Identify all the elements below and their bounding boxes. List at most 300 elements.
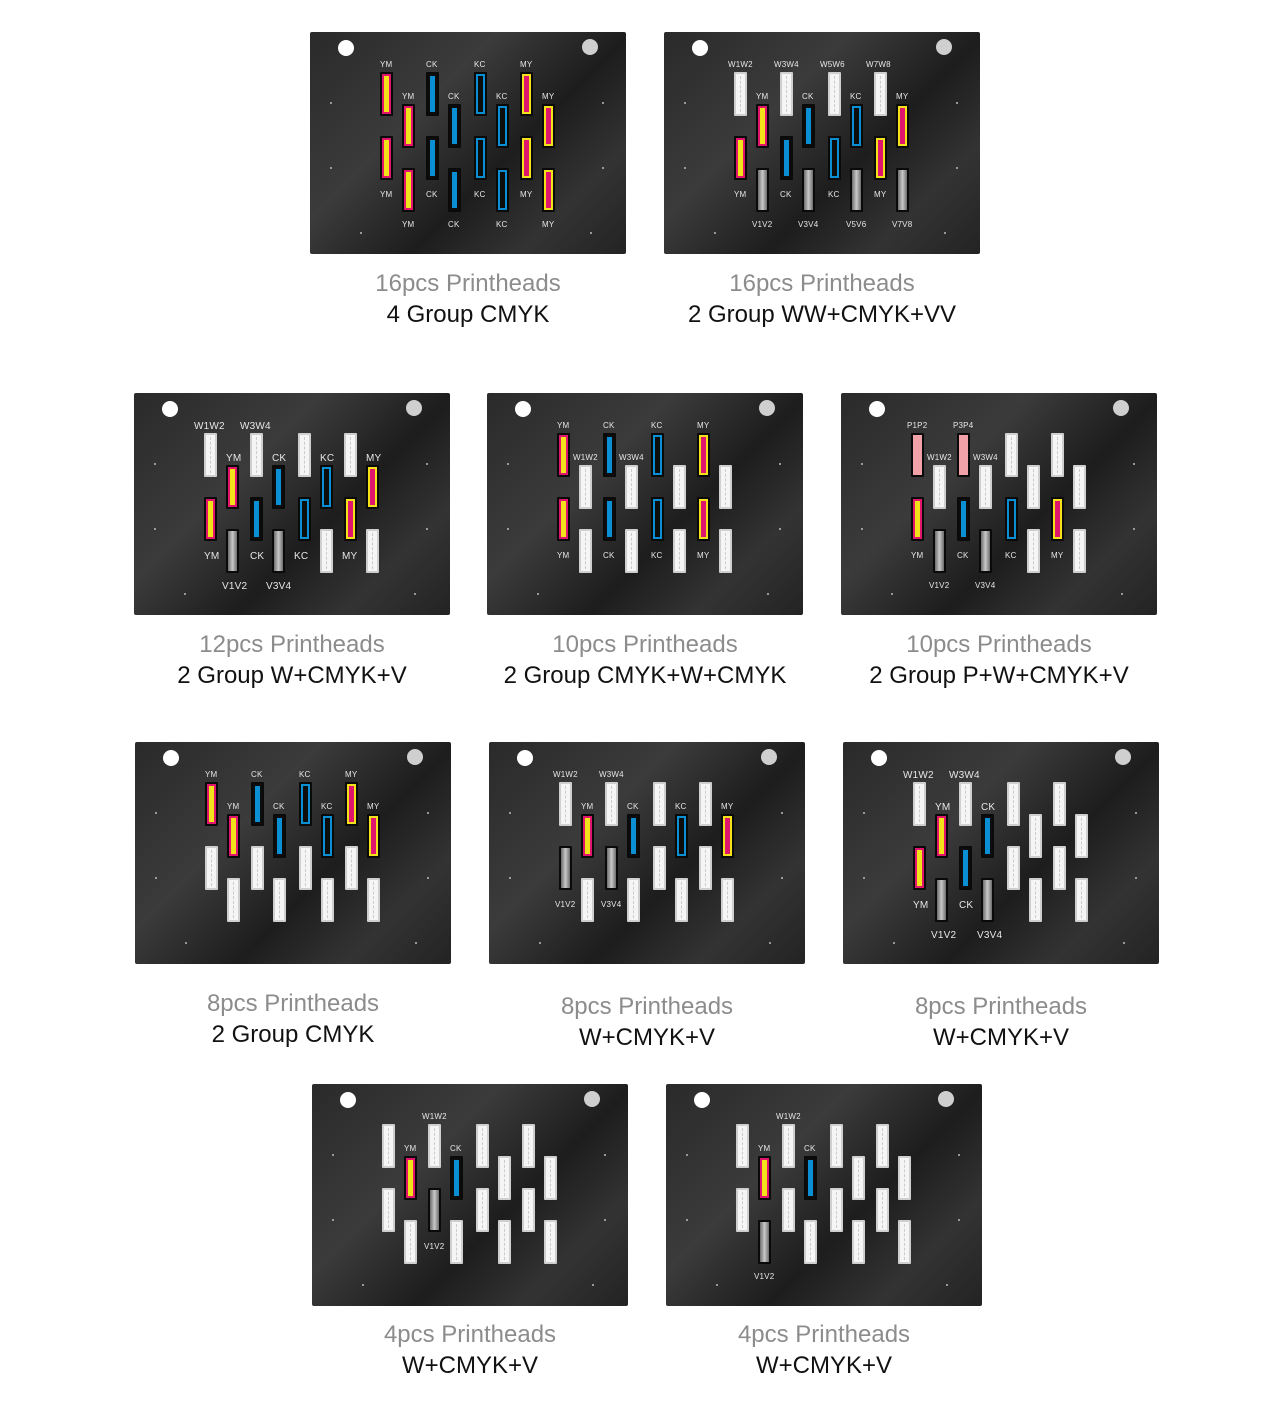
printhead — [804, 1220, 817, 1264]
printhead-count-label: 16pcs Printheads — [375, 270, 561, 297]
head-label: W1W2 — [927, 453, 952, 462]
head-label: V1V2 — [752, 220, 773, 229]
printhead — [782, 1124, 795, 1168]
head-label: V1V2 — [931, 930, 957, 941]
head-plate-image — [666, 1084, 982, 1306]
printhead — [736, 1124, 749, 1168]
head-plate-image — [310, 32, 626, 254]
printhead — [651, 497, 664, 541]
group-config-label: 2 Group W+CMYK+V — [177, 662, 407, 689]
mount-hole — [1113, 400, 1129, 416]
printhead — [542, 104, 555, 148]
screw-dot — [507, 528, 509, 530]
screw-dot — [155, 877, 157, 879]
printhead — [1027, 529, 1040, 573]
head-label: YM — [581, 802, 594, 811]
screw-dot — [714, 232, 716, 234]
screw-dot — [779, 463, 781, 465]
printhead — [226, 529, 239, 573]
printhead — [298, 433, 311, 477]
printhead — [1075, 814, 1088, 858]
printhead — [428, 1124, 441, 1168]
head-plate-image — [135, 742, 451, 964]
printhead — [344, 497, 357, 541]
printhead — [981, 814, 994, 858]
mount-hole — [869, 401, 885, 417]
head-label: P1P2 — [907, 421, 928, 430]
screw-dot — [1121, 593, 1123, 595]
head-plate-image — [134, 393, 450, 615]
group-config-label: 2 Group WW+CMYK+VV — [687, 301, 957, 328]
printhead — [380, 136, 393, 180]
printhead-count-label: 8pcs Printheads — [560, 993, 734, 1020]
printhead — [780, 136, 793, 180]
screw-dot — [185, 942, 187, 944]
screw-dot — [507, 463, 509, 465]
printhead — [298, 497, 311, 541]
head-label: CK — [603, 421, 615, 430]
printhead — [828, 72, 841, 116]
printhead — [876, 1188, 889, 1232]
screw-dot — [509, 877, 511, 879]
printhead — [581, 814, 594, 858]
printhead — [719, 529, 732, 573]
head-label: CK — [272, 453, 287, 464]
mount-hole — [761, 749, 777, 765]
printhead — [896, 168, 909, 212]
head-label: YM — [204, 551, 220, 562]
printhead — [935, 814, 948, 858]
printhead — [653, 846, 666, 890]
printhead — [498, 1220, 511, 1264]
screw-dot — [861, 463, 863, 465]
head-label: CK — [780, 190, 792, 199]
group-config-label: 2 Group P+W+CMYK+V — [869, 662, 1129, 689]
head-label: YM — [557, 421, 570, 430]
printhead — [226, 465, 239, 509]
head-label: V3V4 — [977, 930, 1003, 941]
printhead — [522, 1188, 535, 1232]
head-label: YM — [734, 190, 747, 199]
screw-dot — [602, 102, 604, 104]
printhead — [697, 497, 710, 541]
printhead — [559, 846, 572, 890]
printhead-count-label: 4pcs Printheads — [383, 1321, 557, 1348]
screw-dot — [781, 877, 783, 879]
printhead — [557, 433, 570, 477]
head-label: MY — [366, 453, 382, 464]
printhead — [402, 104, 415, 148]
printhead — [896, 104, 909, 148]
configuration-panel — [664, 32, 980, 346]
screw-dot — [769, 942, 771, 944]
head-label: MY — [520, 60, 533, 69]
head-label: MY — [721, 802, 734, 811]
head-plate-image — [843, 742, 1159, 964]
mount-hole — [692, 40, 708, 56]
printhead — [913, 782, 926, 826]
head-label: KC — [828, 190, 840, 199]
screw-dot — [362, 1284, 364, 1286]
screw-dot — [686, 1219, 688, 1221]
printhead — [1027, 465, 1040, 509]
printhead — [911, 497, 924, 541]
screw-dot — [956, 102, 958, 104]
printhead — [544, 1220, 557, 1264]
printhead — [522, 1124, 535, 1168]
head-label: KC — [850, 92, 862, 101]
screw-dot — [684, 167, 686, 169]
printhead — [627, 878, 640, 922]
printhead — [321, 878, 334, 922]
head-label: W3W4 — [949, 770, 980, 781]
screw-dot — [332, 1219, 334, 1221]
group-config-label: W+CMYK+V — [401, 1352, 539, 1379]
printhead — [627, 814, 640, 858]
screw-dot — [946, 1284, 948, 1286]
mount-hole — [584, 1091, 600, 1107]
printhead — [1053, 846, 1066, 890]
printhead-count-label: 4pcs Printheads — [737, 1321, 911, 1348]
head-label: MY — [896, 92, 909, 101]
printhead — [782, 1188, 795, 1232]
mount-hole — [340, 1092, 356, 1108]
printhead — [979, 529, 992, 573]
head-label: CK — [250, 551, 265, 562]
head-label: CK — [627, 802, 639, 811]
screw-dot — [1133, 528, 1135, 530]
group-config-label: W+CMYK+V — [578, 1024, 716, 1051]
head-label: KC — [320, 453, 335, 464]
printhead — [830, 1188, 843, 1232]
configuration-panel — [312, 1084, 628, 1397]
printhead — [367, 814, 380, 858]
head-label: YM — [227, 802, 240, 811]
printhead — [675, 878, 688, 922]
printhead — [1007, 846, 1020, 890]
printhead — [874, 136, 887, 180]
printhead — [251, 846, 264, 890]
printhead — [1005, 497, 1018, 541]
printhead — [404, 1156, 417, 1200]
head-label: W1W2 — [728, 60, 753, 69]
printhead — [828, 136, 841, 180]
head-label: KC — [294, 551, 309, 562]
printhead — [625, 529, 638, 573]
head-label: W1W2 — [776, 1112, 801, 1121]
screw-dot — [360, 232, 362, 234]
head-label: CK — [273, 802, 285, 811]
screw-dot — [958, 1154, 960, 1156]
printhead — [603, 497, 616, 541]
mount-hole — [338, 40, 354, 56]
head-label: W3W4 — [973, 453, 998, 462]
printhead — [402, 168, 415, 212]
mount-hole — [938, 1091, 954, 1107]
configuration-panel — [487, 393, 803, 707]
printhead — [699, 782, 712, 826]
head-label: W7W8 — [866, 60, 891, 69]
printhead-count-label: 8pcs Printheads — [914, 993, 1088, 1020]
screw-dot — [767, 593, 769, 595]
printhead — [734, 72, 747, 116]
screw-dot — [509, 812, 511, 814]
head-label: KC — [651, 421, 663, 430]
head-label: KC — [474, 60, 486, 69]
printhead — [758, 1156, 771, 1200]
printhead — [557, 497, 570, 541]
mount-hole — [406, 400, 422, 416]
screw-dot — [779, 528, 781, 530]
head-label: V1V2 — [222, 581, 248, 592]
head-label: YM — [404, 1144, 417, 1153]
printhead — [559, 782, 572, 826]
head-label: YM — [380, 190, 393, 199]
screw-dot — [330, 102, 332, 104]
head-label: YM — [402, 92, 415, 101]
printhead — [1073, 465, 1086, 509]
mount-hole — [582, 39, 598, 55]
mount-hole — [1115, 749, 1131, 765]
head-label: CK — [603, 551, 615, 560]
screw-dot — [590, 232, 592, 234]
mount-hole — [517, 750, 533, 766]
screw-dot — [602, 167, 604, 169]
head-label: YM — [226, 453, 242, 464]
head-label: CK — [959, 900, 974, 911]
group-config-label: W+CMYK+V — [932, 1024, 1070, 1051]
printhead — [450, 1156, 463, 1200]
printhead — [699, 846, 712, 890]
head-plate-image — [312, 1084, 628, 1306]
screw-dot — [414, 593, 416, 595]
head-label: V3V4 — [601, 900, 622, 909]
screw-dot — [893, 942, 895, 944]
printhead — [625, 465, 638, 509]
head-label: CK — [957, 551, 969, 560]
printhead — [981, 878, 994, 922]
printhead — [876, 1124, 889, 1168]
printhead — [1007, 782, 1020, 826]
printhead — [1051, 433, 1064, 477]
printhead — [542, 168, 555, 212]
head-label: KC — [321, 802, 333, 811]
head-label: W3W4 — [774, 60, 799, 69]
head-label: KC — [1005, 551, 1017, 560]
head-label: YM — [380, 60, 393, 69]
screw-dot — [184, 593, 186, 595]
head-label: W1W2 — [422, 1112, 447, 1121]
printhead — [780, 72, 793, 116]
printhead — [520, 72, 533, 116]
printhead — [496, 168, 509, 212]
head-label: YM — [913, 900, 929, 911]
printhead — [1005, 433, 1018, 477]
printhead — [830, 1124, 843, 1168]
screw-dot — [604, 1154, 606, 1156]
head-label: CK — [448, 220, 460, 229]
head-label: V1V2 — [754, 1272, 775, 1281]
configuration-panel — [135, 742, 451, 1066]
printhead — [850, 168, 863, 212]
printhead — [227, 878, 240, 922]
printhead — [734, 136, 747, 180]
head-label: KC — [474, 190, 486, 199]
printhead — [850, 104, 863, 148]
printhead — [935, 878, 948, 922]
printhead — [366, 529, 379, 573]
printhead — [204, 497, 217, 541]
head-label: CK — [251, 770, 263, 779]
printhead — [579, 529, 592, 573]
screw-dot — [539, 942, 541, 944]
configuration-panel — [489, 742, 805, 1069]
screw-dot — [592, 1284, 594, 1286]
printhead — [736, 1188, 749, 1232]
printhead — [697, 433, 710, 477]
head-label: CK — [981, 802, 996, 813]
printhead — [1073, 529, 1086, 573]
screw-dot — [863, 877, 865, 879]
printhead-count-label: 10pcs Printheads — [552, 631, 738, 658]
screw-dot — [944, 232, 946, 234]
head-label: V3V4 — [798, 220, 819, 229]
head-label: V1V2 — [929, 581, 950, 590]
screw-dot — [716, 1284, 718, 1286]
printhead — [959, 782, 972, 826]
screw-dot — [863, 812, 865, 814]
screw-dot — [958, 1219, 960, 1221]
head-label: W1W2 — [573, 453, 598, 462]
head-label: V1V2 — [555, 900, 576, 909]
screw-dot — [1135, 812, 1137, 814]
printhead — [273, 878, 286, 922]
screw-dot — [154, 528, 156, 530]
head-plate-image — [487, 393, 803, 615]
printhead — [366, 465, 379, 509]
head-label: YM — [402, 220, 415, 229]
screw-dot — [427, 877, 429, 879]
printhead — [474, 136, 487, 180]
head-label: P3P4 — [953, 421, 974, 430]
printhead — [874, 72, 887, 116]
printhead — [721, 814, 734, 858]
printhead — [675, 814, 688, 858]
configuration-panel — [310, 32, 626, 346]
printhead — [1075, 878, 1088, 922]
mount-hole — [871, 750, 887, 766]
mount-hole — [759, 400, 775, 416]
screw-dot — [684, 102, 686, 104]
printhead — [911, 433, 924, 477]
configuration-panel — [843, 742, 1159, 1069]
head-label: KC — [299, 770, 311, 779]
screw-dot — [1135, 877, 1137, 879]
printhead — [756, 104, 769, 148]
screw-dot — [861, 528, 863, 530]
printhead — [367, 878, 380, 922]
head-plate-image — [841, 393, 1157, 615]
printhead — [933, 465, 946, 509]
printhead — [272, 529, 285, 573]
printhead — [448, 168, 461, 212]
printhead — [345, 846, 358, 890]
printhead — [802, 168, 815, 212]
printhead — [476, 1188, 489, 1232]
screw-dot — [427, 812, 429, 814]
screw-dot — [1133, 463, 1135, 465]
mount-hole — [163, 750, 179, 766]
printhead — [1051, 497, 1064, 541]
head-label: MY — [520, 190, 533, 199]
printhead — [498, 1156, 511, 1200]
printhead — [898, 1156, 911, 1200]
printhead — [496, 104, 509, 148]
printhead — [344, 433, 357, 477]
screw-dot — [604, 1219, 606, 1221]
printhead — [605, 782, 618, 826]
head-label: MY — [367, 802, 380, 811]
head-label: MY — [542, 220, 555, 229]
head-label: YM — [758, 1144, 771, 1153]
screw-dot — [155, 812, 157, 814]
head-label: W1W2 — [903, 770, 934, 781]
printhead — [544, 1156, 557, 1200]
configuration-panel — [134, 393, 450, 707]
head-label: CK — [802, 92, 814, 101]
head-label: CK — [448, 92, 460, 101]
screw-dot — [537, 593, 539, 595]
printhead — [520, 136, 533, 180]
head-label: YM — [935, 802, 951, 813]
head-label: MY — [697, 421, 710, 430]
head-label: MY — [697, 551, 710, 560]
printhead — [581, 878, 594, 922]
printhead — [205, 846, 218, 890]
screw-dot — [956, 167, 958, 169]
head-label: KC — [496, 92, 508, 101]
group-config-label: 2 Group CMYK — [211, 1021, 375, 1048]
printhead — [721, 878, 734, 922]
head-label: MY — [874, 190, 887, 199]
head-label: W5W6 — [820, 60, 845, 69]
head-label: CK — [804, 1144, 816, 1153]
printhead — [205, 782, 218, 826]
printhead — [804, 1156, 817, 1200]
head-label: KC — [651, 551, 663, 560]
printhead — [204, 433, 217, 477]
printhead — [957, 497, 970, 541]
printhead — [653, 782, 666, 826]
configuration-panel — [841, 393, 1157, 707]
printhead — [299, 846, 312, 890]
head-label: MY — [345, 770, 358, 779]
printhead — [802, 104, 815, 148]
head-label: V7V8 — [892, 220, 913, 229]
printhead-count-label: 12pcs Printheads — [199, 631, 385, 658]
head-label: YM — [205, 770, 218, 779]
group-config-label: W+CMYK+V — [755, 1352, 893, 1379]
printhead — [476, 1124, 489, 1168]
head-label: V3V4 — [266, 581, 292, 592]
printhead — [380, 72, 393, 116]
printhead — [404, 1220, 417, 1264]
printhead — [450, 1220, 463, 1264]
head-label: MY — [542, 92, 555, 101]
screw-dot — [781, 812, 783, 814]
head-label: W3W4 — [599, 770, 624, 779]
group-config-label: 4 Group CMYK — [386, 301, 550, 328]
